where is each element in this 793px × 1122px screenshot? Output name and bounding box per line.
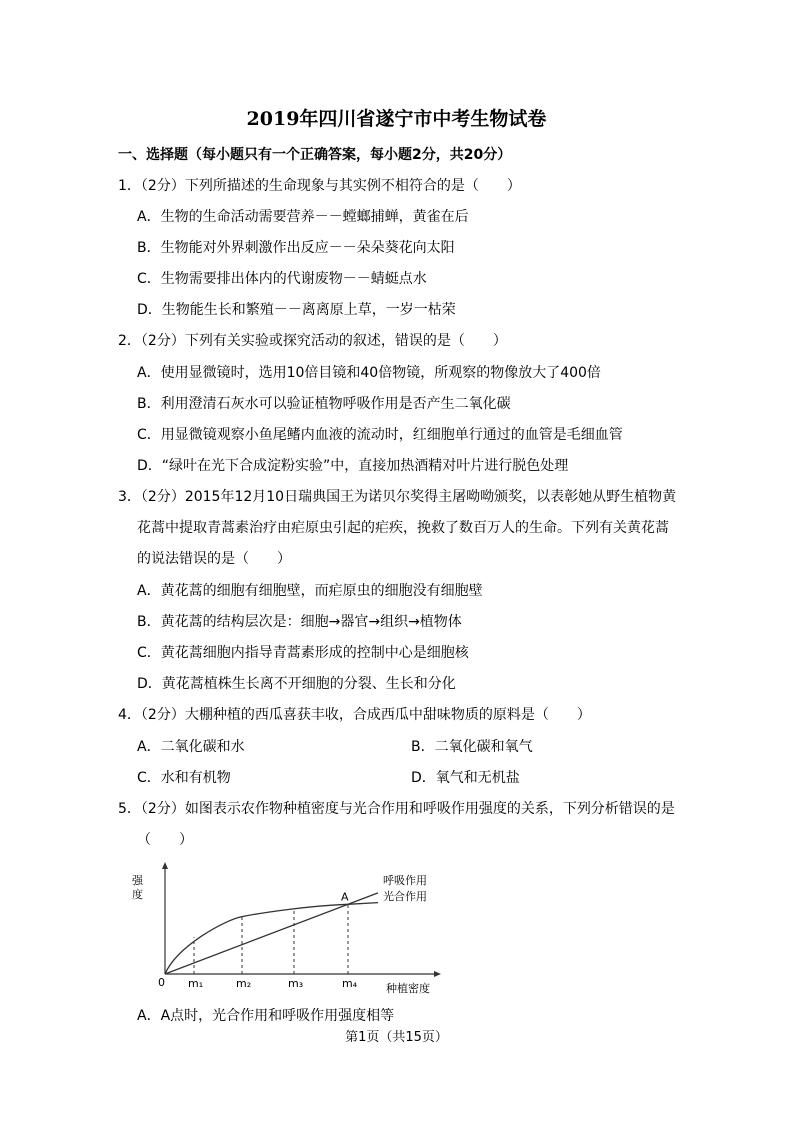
page-title: 2019年四川省遂宁市中考生物试卷 <box>246 108 547 130</box>
question-4-option-c: C．水和有机物 <box>137 770 231 786</box>
x-tick-label: m₂ <box>236 977 252 990</box>
question-1-stem: 1．（2分）下列所描述的生命现象与其实例不相符合的是（ ） <box>118 178 521 194</box>
question-2-stem: 2．（2分）下列有关实验或探究活动的叙述，错误的是（ ） <box>118 333 507 349</box>
question-3-option-a: A．黄花蒿的细胞有细胞壁，而疟原虫的细胞没有细胞壁 <box>137 583 483 599</box>
question-5-option-a: A．A点时，光合作用和呼吸作用强度相等 <box>137 1008 395 1024</box>
question-3-option-b: B．黄花蒿的结构层次是：细胞→器官→组织→植物体 <box>137 614 462 630</box>
question-1-option-a: A．生物的生命活动需要营养－－螳螂捕蝉，黄雀在后 <box>137 209 469 225</box>
page-footer: 第1页（共15页） <box>345 1030 448 1045</box>
figure-origin: 0 <box>158 976 165 989</box>
figure-ylabel-bottom: 度 <box>132 888 143 901</box>
x-tick-label: m₄ <box>342 977 358 990</box>
question-4-stem: 4．（2分）大棚种植的西瓜喜获丰收，合成西瓜中甜味物质的原料是（ ） <box>118 707 591 723</box>
question-3-stem-line-2: 花蒿中提取青蒿素治疗由疟原虫引起的疟疾，挽救了数百万人的生命。下列有关黄花蒿 <box>137 520 669 536</box>
legend-photosynthesis: 光合作用 <box>383 890 427 903</box>
question-1-option-d: D．生物能生长和繁殖－－离离原上草，一岁一枯荣 <box>137 302 456 318</box>
x-axis-arrow <box>434 971 441 977</box>
question-4-option-b: B．二氧化碳和氧气 <box>411 739 533 755</box>
x-tick-label: m₃ <box>288 977 304 990</box>
question-1-option-c: C．生物需要排出体内的代谢废物－－蜻蜓点水 <box>137 271 427 287</box>
legend-respiration: 呼吸作用 <box>383 874 427 887</box>
question-4-option-a: A．二氧化碳和水 <box>137 739 245 755</box>
question-1-option-b: B．生物能对外界刺激作出反应－－朵朵葵花向太阳 <box>137 240 455 256</box>
section-heading: 一、选择题（每小题只有一个正确答案，每小题2分，共20分） <box>118 147 512 163</box>
question-2-option-a: A．使用显微镜时，选用10倍目镜和40倍物镜，所观察的物像放大了400倍 <box>137 365 601 381</box>
point-a-label: A <box>341 890 349 904</box>
series-line-photosynthesis <box>165 903 378 974</box>
figure-xlabel: 种植密度 <box>386 982 430 995</box>
question-2-option-c: C．用显微镜观察小鱼尾鳍内血液的流动时，红细胞单行通过的血管是毛细血管 <box>137 427 623 443</box>
series-line-respiration <box>165 893 378 974</box>
x-tick-label: m₁ <box>188 977 204 990</box>
question-2-option-d: D．“绿叶在光下合成淀粉实验”中，直接加热酒精对叶片进行脱色处理 <box>137 458 569 474</box>
question-3-stem-line-3: 的说法错误的是（ ） <box>137 551 291 567</box>
figure-ylabel-top: 强 <box>132 874 143 887</box>
density-vs-intensity-figure <box>120 860 460 1000</box>
question-3-stem-line-1: 3．（2分）2015年12月10日瑞典国王为诺贝尔奖得主屠呦呦颁奖，以表彰她从野生植物黄 <box>118 489 677 505</box>
question-4-option-d: D．氧气和无机盐 <box>411 770 520 786</box>
question-5-stem-line-1: 5．（2分）如图表示农作物种植密度与光合作用和呼吸作用强度的关系，下列分析错误的是 <box>118 801 675 817</box>
question-3-option-d: D．黄花蒿植株生长离不开细胞的分裂、生长和分化 <box>137 676 456 692</box>
question-2-option-b: B．利用澄清石灰水可以验证植物呼吸作用是否产生二氧化碳 <box>137 396 511 412</box>
y-axis-arrow <box>162 862 168 869</box>
question-5-stem-line-2: （ ） <box>137 832 193 848</box>
question-3-option-c: C．黄花蒿细胞内指导青蒿素形成的控制中心是细胞核 <box>137 645 469 661</box>
